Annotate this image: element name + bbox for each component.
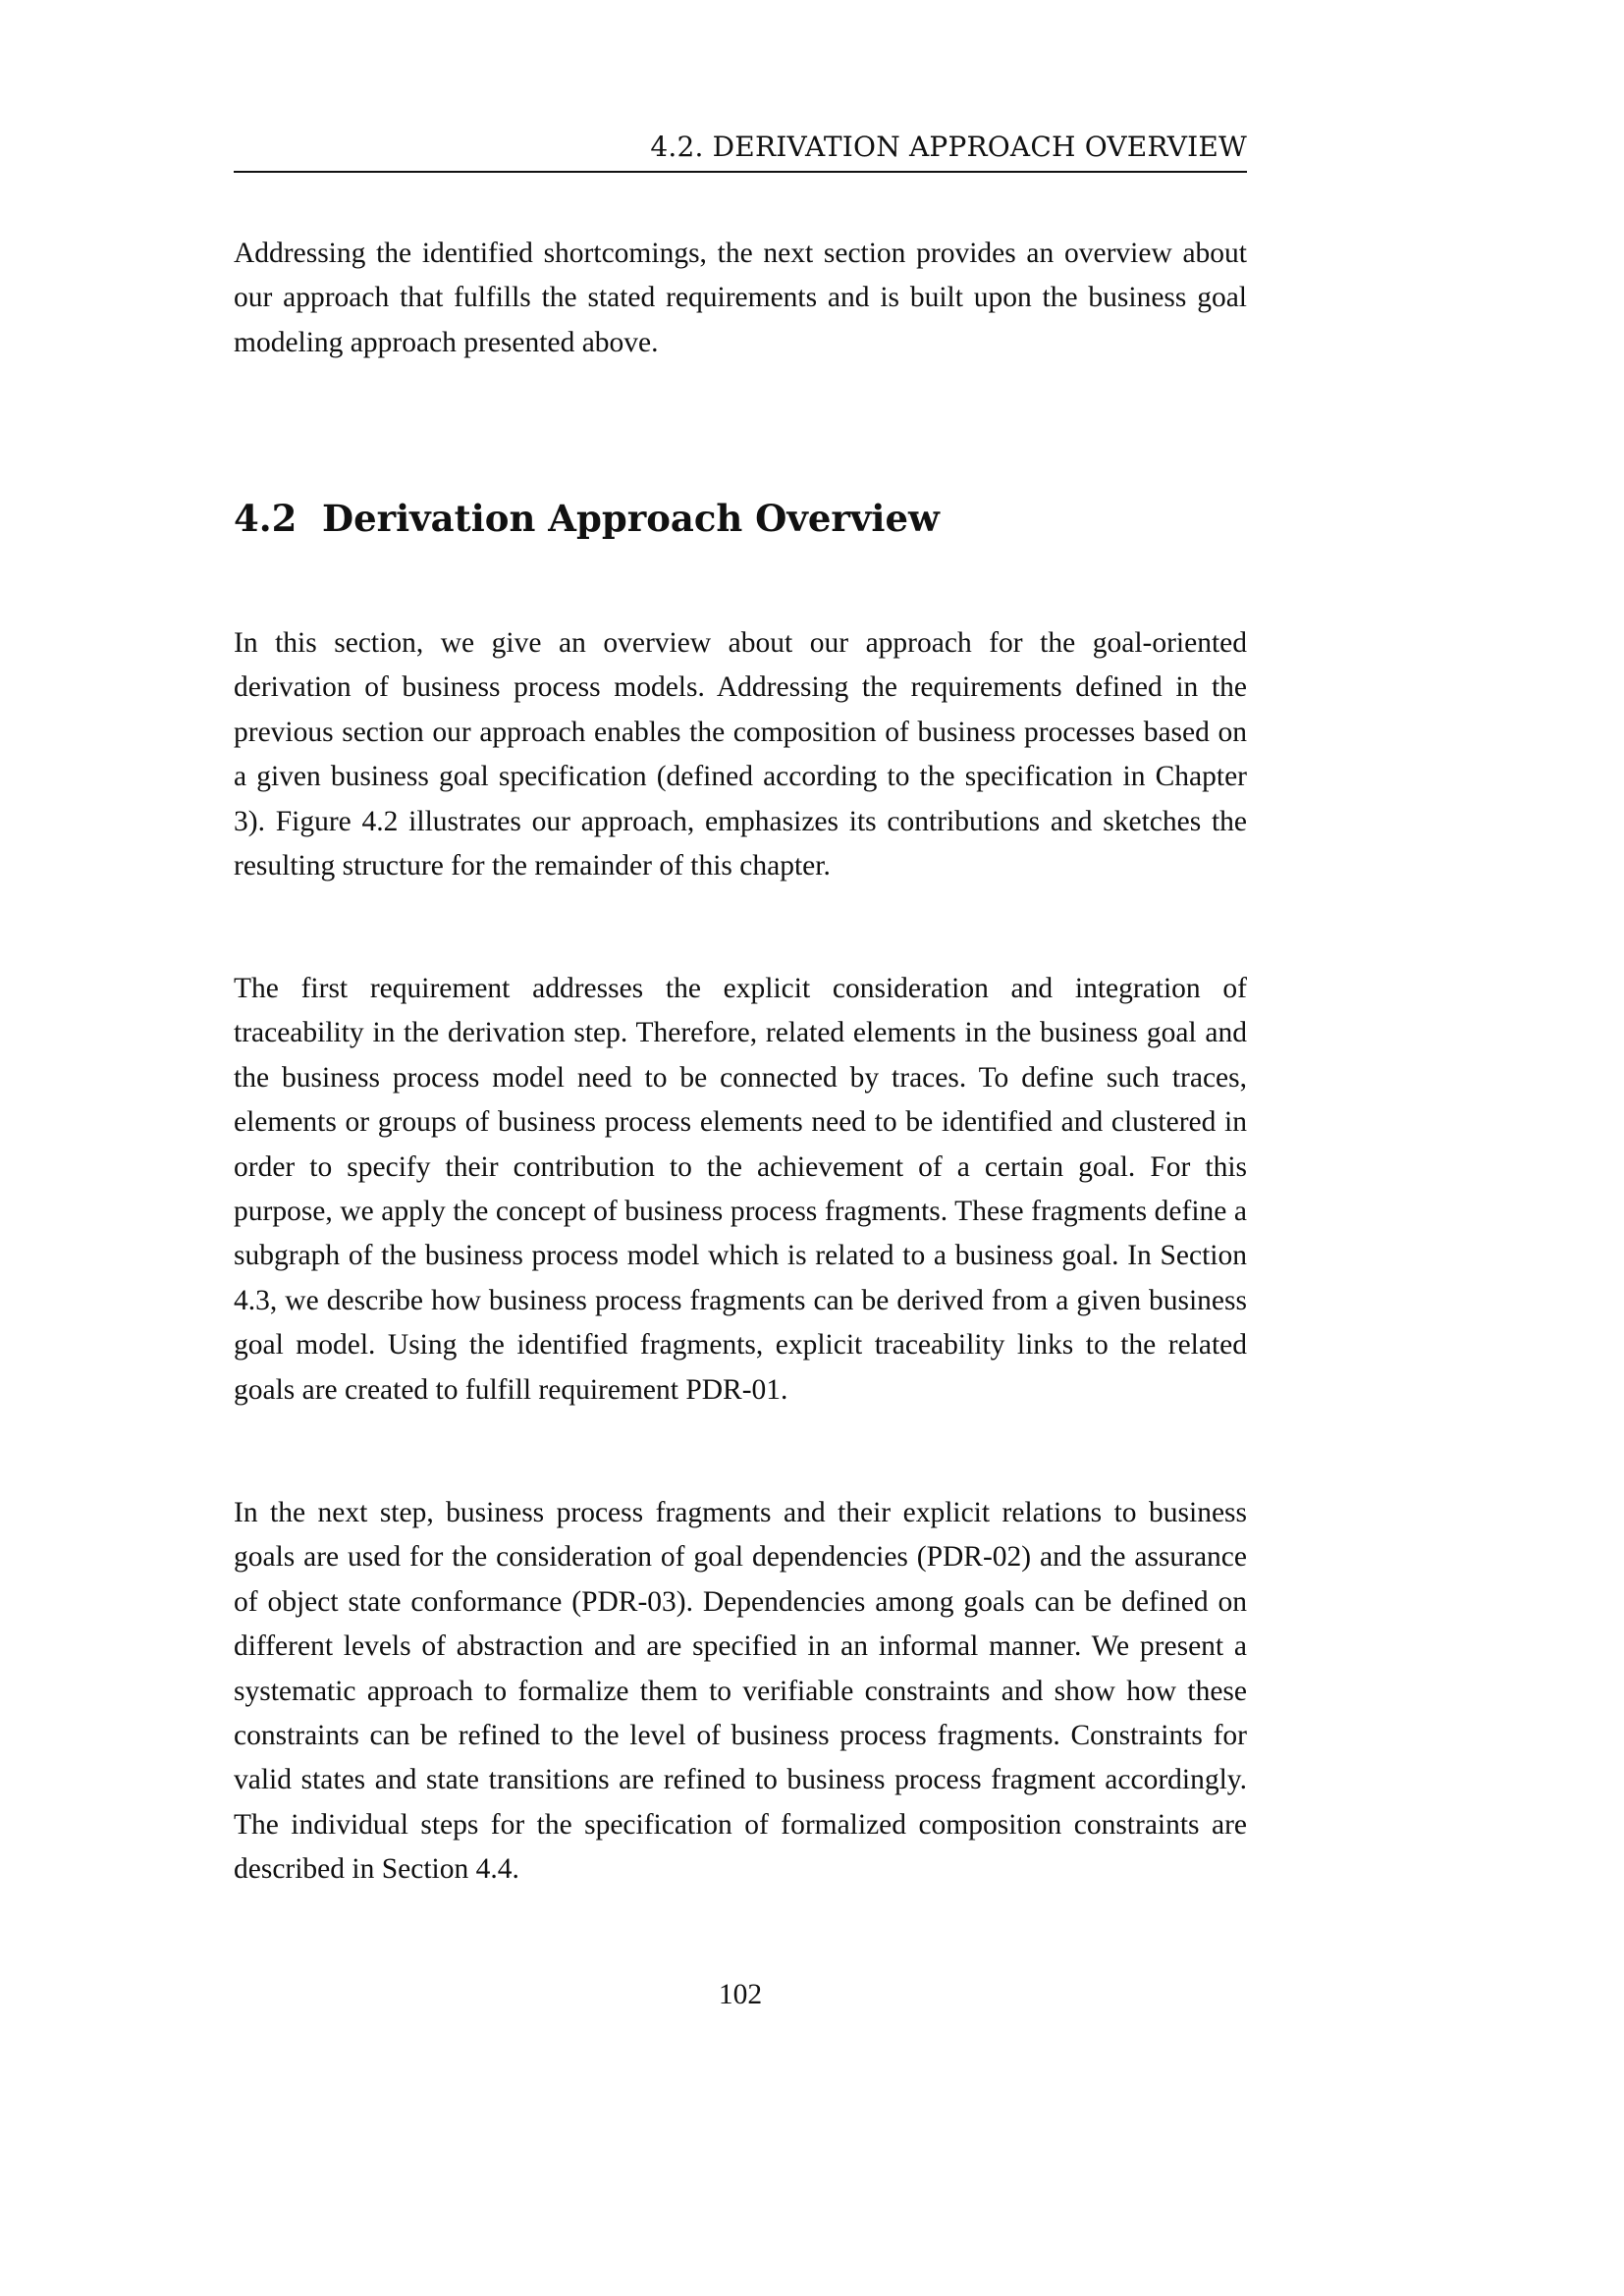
section-title: Derivation Approach Overview bbox=[322, 497, 940, 540]
section-heading bbox=[234, 494, 1247, 543]
section-number: 4.2 bbox=[234, 497, 298, 540]
page-number: 102 bbox=[718, 1979, 763, 2010]
document-page bbox=[234, 0, 1247, 2296]
running-header: 4.2. DERIVATION APPROACH OVERVIEW bbox=[234, 130, 1247, 173]
body-paragraph-dependencies: In the next step, business process fragments and their explicit relations to business goals are used for the consideration of goal dependencies (PDR-02) and the assurance of object state conformance (PDR-03). Dependencies among goals can be defined on different levels of abstraction and are specified in an informal manner. We present a systematic approach to formalize them to verifiable constraints and show how these constraints can be refined to the level of business process fragments. Constraints for valid states and state transitions are refined to business process fragment accordingly. The individual steps for the specification of formalized composition constraints are described in Section 4.4. bbox=[234, 1497, 1247, 1886]
body-paragraph-traceability: The first requirement addresses the explicit consideration and integration of traceability in the derivation step. Therefore, related elements in the business goal and the business process model need to be connected by traces. To define such traces, elements or groups of business process elements need to be identified and clustered in order to specify their contribution to the achievement of a certain goal. For this purpose, we apply the concept of business process fragments. These fragments define a subgraph of the business process model which is related to a business goal. In Section 4.3, we describe how business process fragments can be derived from a given business goal model. Using the identified fragments, explicit traceability links to the related goals are created to fulfill requirement PDR-01. bbox=[234, 973, 1247, 1406]
body-paragraph-overview: In this section, we give an overview about our approach for the goal-oriented derivation of business process models. Addressing the requirements defined in the previous section our approach enables the composition of business processes based on a given business goal specification (defined according to the specification in Chapter 3). Figure 4.2 illustrates our approach, emphasizes its contributions and sketches the resulting structure for the remainder of this chapter. bbox=[234, 627, 1247, 882]
intro-paragraph: Addressing the identified shortcomings, the next section provides an overview about our approach that fulfills the stated requirements and is built upon the business goal modeling approach presented above. bbox=[234, 238, 1247, 358]
